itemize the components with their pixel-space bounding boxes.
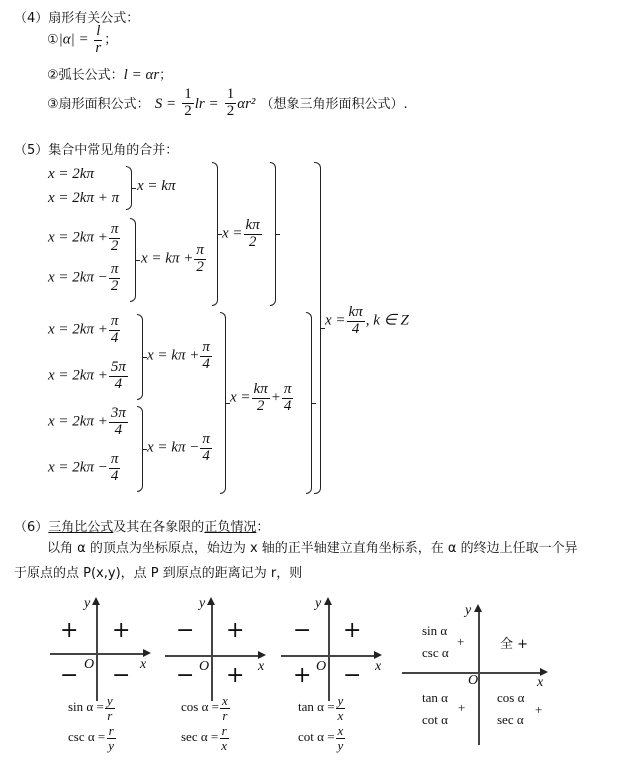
brace [306, 312, 312, 494]
brace [220, 312, 226, 494]
formula-radian: ①|α| = $\frac{l}{r}$ ； [47, 23, 118, 56]
section-6-title: （6）三角比公式及其在各象限的正负情况： [14, 520, 270, 535]
angle-row: x = 2kπ + π [48, 190, 120, 206]
x-axis [165, 655, 260, 657]
merge-k-pi: x = kπ [137, 178, 176, 194]
q3-sign: − [60, 663, 79, 688]
x-axis [50, 653, 145, 655]
paragraph-line-1: 以角 α 的顶点为坐标原点，始边为 x 轴的正半轴建立直角坐标系，在 α 的终边上任取一个异 [47, 541, 578, 556]
angle-row: x = 2kπ − $\frac{\pi}{4}$ [48, 451, 119, 484]
final-merge: x = $\frac{k\pi}{4}$ , k ∈ Z [325, 304, 409, 337]
brace [126, 166, 132, 210]
brace [130, 218, 136, 302]
q4-sign: − [112, 663, 131, 688]
formula-arc-length: ②弧长公式：l = αr； [47, 67, 173, 83]
brace [212, 162, 218, 306]
brace [314, 162, 321, 494]
section-4-title: （4）扇形有关公式： [14, 11, 140, 26]
angle-row: x = 2kπ + $\frac{\pi}{4}$ [48, 313, 119, 346]
merge-k-pi-over-2: x = $\frac{k\pi}{2}$ [222, 217, 260, 250]
y-axis [211, 603, 213, 701]
y-axis [478, 610, 480, 745]
q1-sign: + [112, 618, 131, 643]
brace [270, 162, 276, 306]
brace [137, 314, 143, 400]
formula-sector-area: ③扇形面积公式： S = $\frac{1}{2}$ lr = $\frac{1}{2}$ αr² （想象三角形面积公式）. [47, 86, 408, 119]
angle-row: x = 2kπ + $\frac{\pi}{2}$ [48, 221, 119, 254]
angle-row: x = 2kπ [48, 166, 94, 182]
merge-k-pi-quarter: x = kπ + $\frac{\pi}{4}$ [147, 339, 210, 372]
y-axis [328, 603, 330, 701]
q2-sign: + [60, 618, 79, 643]
angle-row: x = 2kπ + $\frac{3\pi}{4}$ [48, 405, 126, 438]
paragraph-line-2: 于原点的点 P(x,y)，点 P 到原点的距离记为 r，则 [14, 566, 303, 581]
section-5-title: （5）集合中常见角的合并： [14, 143, 179, 158]
merge-k-pi-minus-quarter: x = kπ − $\frac{\pi}{4}$ [147, 431, 210, 464]
y-axis [96, 603, 98, 701]
angle-row: x = 2kπ − $\frac{\pi}{2}$ [48, 261, 119, 294]
merge-k-pi-half: x = kπ + $\frac{\pi}{2}$ [141, 242, 204, 275]
angle-row: x = 2kπ + $\frac{5\pi}{4}$ [48, 359, 126, 392]
brace [137, 406, 143, 492]
merge-k-pi-over-2-plus-quarter: x = $\frac{k\pi}{2}$ + $\frac{\pi}{4}$ [230, 381, 292, 414]
